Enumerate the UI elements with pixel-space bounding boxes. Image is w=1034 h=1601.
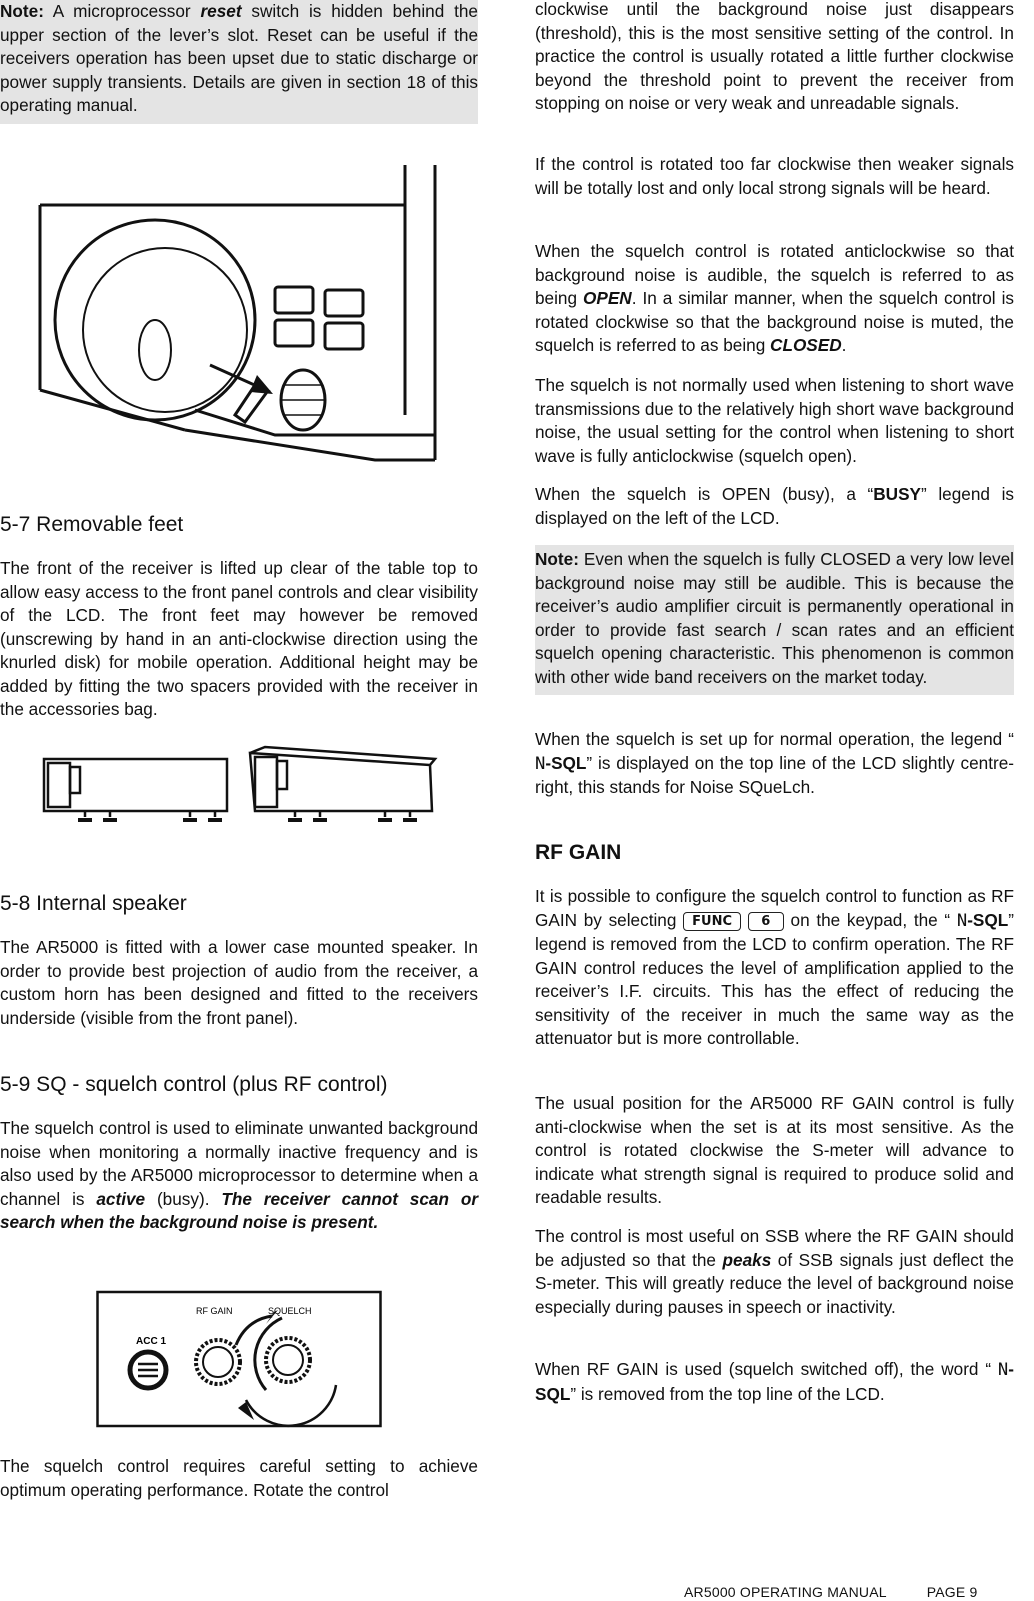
squelch-label: SQUELCH bbox=[268, 1306, 312, 1316]
section-5-9-body: The squelch control is used to eliminate unwanted background noise when monitoring a normally inactive frequency and is also used by the AR5000 microprocessor to determine when a channel is active (busy). The receiver cannot scan or search when the background noise is present. bbox=[0, 1118, 479, 1232]
reset-note: Note: A microprocessor reset switch is hidden behind the upper section of the lever’s slot. Reset can be useful if the receivers operation has been upset due to static discharge or power supply transients. Details are given in section 18 of this operating manual. bbox=[0, 0, 478, 124]
page-footer bbox=[684, 1584, 977, 1600]
open-closed-paragraph: When the squelch control is rotated anticlockwise so that background noise is audible, the squelch is referred to as being OPEN. In a similar manner, when the squelch control is rotated clockwise so that the background noise is muted, the squelch is referred to as being CLOSED. bbox=[535, 241, 1014, 355]
rf-gain-heading: RF GAIN bbox=[535, 841, 622, 864]
threshold-paragraph: clockwise until the background noise just disappears (threshold), this is the most sensitive setting of the control. In practice the control is usually rotated a little further clockwise beyond the threshold point to prevent the receiver from stopping on noise or very weak and unreadable signals. bbox=[535, 0, 1014, 113]
manual-title: AR5000 OPERATING MANUAL bbox=[684, 1584, 887, 1600]
squelch-panel-figure bbox=[96, 1290, 382, 1430]
busy-paragraph: When the squelch is OPEN (busy), a “BUSY” legend is displayed on the left of the LCD. bbox=[535, 484, 1014, 528]
section-5-7-heading: 5-7 Removable feet bbox=[0, 513, 184, 536]
reset-lever-figure bbox=[35, 160, 445, 470]
rf-gain-paragraph-3: The control is most useful on SSB where the RF GAIN should be adjusted so that the peaks of SSB signals just deflect the S-meter. This will greatly reduce the level of background noise especially during pauses in speech or inactivity. bbox=[535, 1226, 1014, 1317]
short-wave-paragraph: The squelch is not normally used when listening to short wave transmissions due to the relatively high short wave background noise, the usual setting for the control when listening to short wave is fully anticlockwise (squelch open). bbox=[535, 375, 1014, 466]
removable-feet-figure bbox=[40, 745, 440, 830]
rf-gain-paragraph-1: It is possible to configure the squelch control to function as RF GAIN by selecting FUNC 6 on the keypad, the “ N-SQL” legend is removed from the LCD to confirm operation. The RF GAIN control reduces the level of amplification applied to the receiver’s I.F. circuits. This has the effect of reducing the sensitivity of the receiver in much the same way as the attenuator but is more controllable. bbox=[535, 886, 1014, 1048]
rf-gain-paragraph-2: The usual position for the AR5000 RF GAIN control is fully anti-clockwise when the set is at its most sensitive. As the control is rotated clockwise the S-meter will advance to indicate what strength signal is required to produce solid and readable results. bbox=[535, 1093, 1014, 1207]
rf-gain-label: RF GAIN bbox=[196, 1306, 233, 1316]
rf-gain-paragraph-4: When RF GAIN is used (squelch switched off), the word “ N-SQL” is removed from the top line of the LCD. bbox=[535, 1359, 1014, 1404]
section-5-8-heading: 5-8 Internal speaker bbox=[0, 892, 187, 915]
acc-label: ACC 1 bbox=[136, 1336, 167, 1347]
n-sql-paragraph: When the squelch is set up for normal operation, the legend “ N-SQL” is displayed on the top line of the LCD slightly centre-right, this stands for Noise SQueLch. bbox=[535, 729, 1014, 797]
section-5-8-body: The AR5000 is fitted with a lower case mounted speaker. In order to provide best projection of audio from the receiver, a custom horn has been designed and fitted to the receivers underside (visible from the front panel). bbox=[0, 937, 478, 1028]
section-5-9-heading: 5-9 SQ - squelch control (plus RF control) bbox=[0, 1073, 388, 1096]
squelch-closing-text: The squelch control requires careful setting to achieve optimum operating performance. Rotate the control bbox=[0, 1456, 478, 1500]
section-5-7-body: The front of the receiver is lifted up clear of the table top to allow easy access to the front panel controls and clear visibility of the LCD. The front feet may however be removed (unscrewing by hand in an anti-clockwise direction using the knurled disk) for mobile operation. Additional height may be added by fitting the two spacers provided with the receiver in the accessories bag. bbox=[0, 558, 478, 719]
page-number: PAGE 9 bbox=[926, 1584, 978, 1600]
func-key-icon: FUNC bbox=[683, 912, 741, 931]
six-key-icon: 6 bbox=[748, 912, 784, 931]
squelch-note: Note: Even when the squelch is fully CLOSED a very low level background noise may still be audible. This is because the receiver’s audio amplifier circuit is permanently operational in order to provide fast search / scan rates and an efficient squelch opening characteristic. This phenomenon is common with other wide band receivers on the market today. bbox=[535, 545, 1014, 695]
too-far-paragraph: If the control is rotated too far clockwise then weaker signals will be totally lost and only local strong signals will be heard. bbox=[535, 154, 1014, 198]
